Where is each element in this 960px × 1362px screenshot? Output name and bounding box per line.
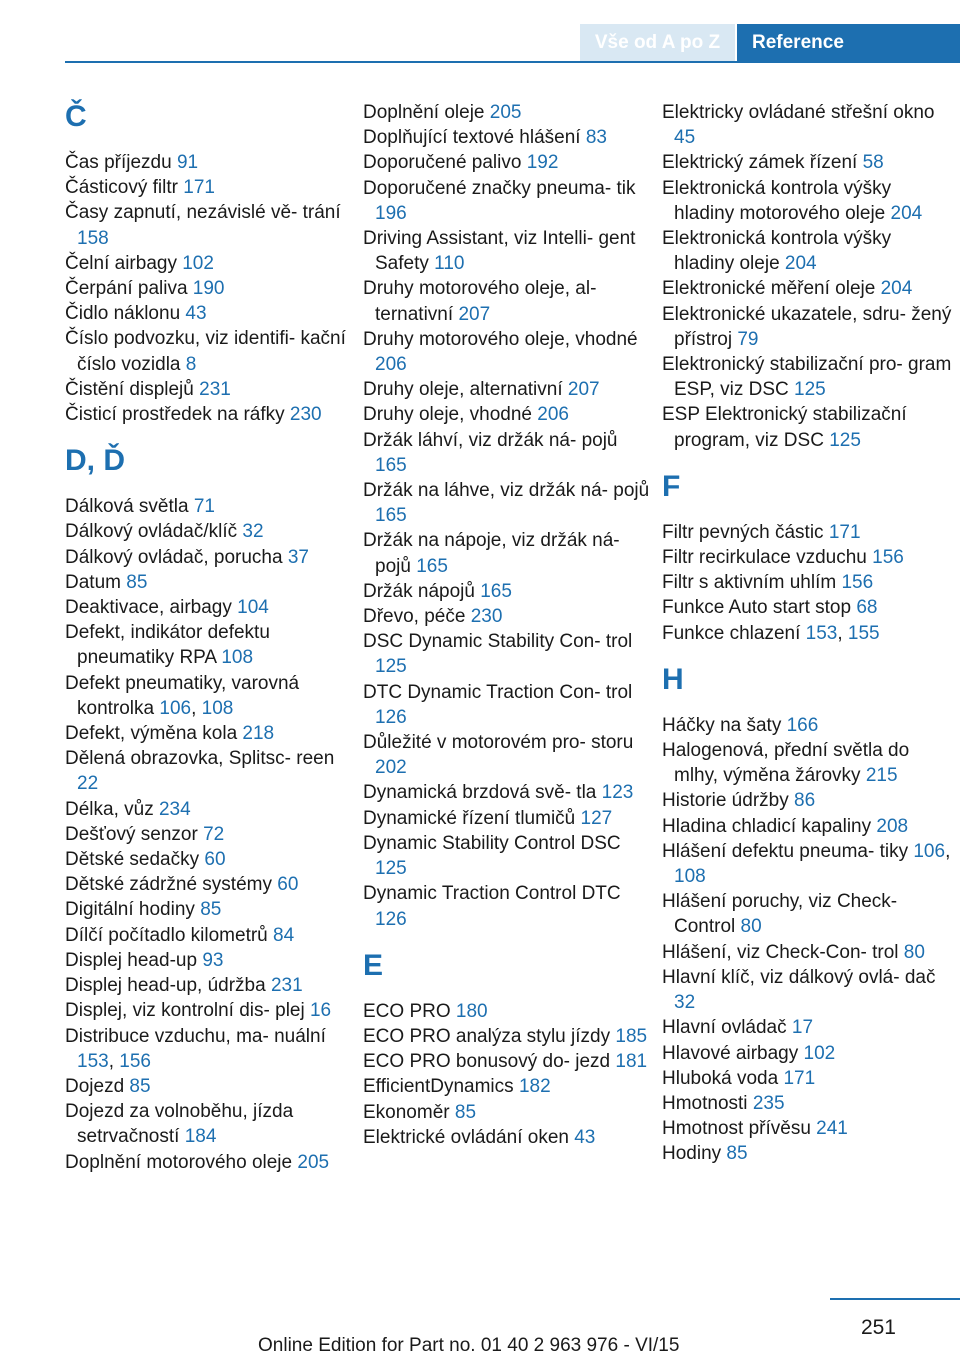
page-reference-link[interactable]: 125 xyxy=(375,858,407,880)
index-entry xyxy=(662,226,952,276)
page-reference-link[interactable]: 106 xyxy=(159,697,192,719)
page-header xyxy=(0,0,960,62)
index-entry xyxy=(65,1074,355,1099)
index-entry xyxy=(363,680,653,730)
index-entry xyxy=(363,604,653,629)
index-entry xyxy=(662,738,952,788)
index-entry-text: Držák na láhve, viz držák ná‐ pojů xyxy=(363,480,650,502)
page-reference-link[interactable]: 165 xyxy=(480,580,512,602)
index-entry-text: Defekt, výměna kola xyxy=(65,723,243,745)
page-reference-link[interactable]: 85 xyxy=(129,1075,151,1097)
page-reference-link[interactable]: 93 xyxy=(202,949,224,971)
index-entry-text: Elektronická kontrola výšky hladiny oleje xyxy=(662,228,892,275)
index-entry xyxy=(65,200,355,250)
chapter-tab[interactable]: Reference xyxy=(737,24,960,62)
page-reference-link[interactable]: 165 xyxy=(375,454,407,476)
index-entry xyxy=(662,276,952,301)
page-reference-link[interactable]: 32 xyxy=(242,521,264,543)
index-letter-heading: D, Ď xyxy=(65,444,125,478)
index-entry xyxy=(65,276,355,301)
index-entry xyxy=(363,478,653,528)
index-entry xyxy=(662,1091,952,1116)
index-letter-heading: Č xyxy=(65,100,87,133)
index-entry-text: Driving Assistant, viz Intelli‐ gent Safety xyxy=(363,228,636,275)
index-entry xyxy=(363,1024,653,1049)
page-reference-link[interactable]: 182 xyxy=(518,1076,551,1098)
index-entry xyxy=(662,1041,952,1066)
page-reference-link[interactable]: 32 xyxy=(674,992,696,1014)
index-entry xyxy=(65,948,355,973)
index-entry-text: Dětské zádržné systémy xyxy=(65,874,278,896)
page-reference-link[interactable]: 192 xyxy=(526,152,559,174)
index-entry xyxy=(363,881,653,931)
index-entry-text: Držák na nápoje, viz držák ná‐ pojů xyxy=(363,530,620,577)
page-reference-link[interactable]: 205 xyxy=(297,1151,330,1173)
page-reference-link[interactable]: 60 xyxy=(277,874,299,896)
page-reference-link[interactable]: 153 xyxy=(77,1050,109,1072)
index-entry-text: Displej, viz kontrolní dis‐ plej xyxy=(65,1000,310,1022)
index-entry xyxy=(662,570,952,595)
page-reference-link[interactable]: 208 xyxy=(876,815,909,837)
page-reference-link[interactable]: 108 xyxy=(674,866,706,888)
page-reference-link[interactable]: 171 xyxy=(828,521,861,543)
index-entry xyxy=(363,327,653,377)
page-reference-link[interactable]: 153 xyxy=(805,622,838,644)
page-reference-link[interactable]: 123 xyxy=(601,782,634,804)
index-entry-text: Hlášení defektu pneuma‐ tiky xyxy=(662,840,914,862)
page-reference-link[interactable]: 125 xyxy=(829,429,861,451)
index-entry xyxy=(363,1049,653,1074)
page-reference-link[interactable]: 158 xyxy=(77,227,109,249)
page-reference-link[interactable]: 104 xyxy=(237,597,269,619)
index-entry-text: Hladina chladicí kapaliny xyxy=(662,815,877,837)
index-entry-text: Displej head-up xyxy=(65,949,203,971)
index-entry xyxy=(363,579,653,604)
index-entry xyxy=(363,100,653,125)
page-reference-link[interactable]: 125 xyxy=(794,379,826,401)
index-entry xyxy=(363,402,653,427)
index-entry xyxy=(65,797,355,822)
page-reference-link[interactable]: 85 xyxy=(454,1101,477,1123)
index-entry-text: Hmotnosti xyxy=(662,1092,753,1114)
page-reference-link[interactable]: 85 xyxy=(126,571,148,593)
page-reference-link[interactable]: 171 xyxy=(783,1067,816,1089)
index-entry-text: Čelní airbagy xyxy=(65,252,183,274)
page-reference-link[interactable]: 102 xyxy=(182,252,214,274)
page-reference-link[interactable]: 37 xyxy=(287,546,309,568)
index-entry-text: ESP Elektronický stabilizační program, viz DSC xyxy=(662,404,907,451)
index-letter-heading: H xyxy=(662,662,684,696)
page-reference-link[interactable]: 127 xyxy=(580,807,613,829)
index-entry-text: Defekt, indikátor defektu pneumatiky RPA xyxy=(65,622,270,669)
page-reference-link[interactable]: 110 xyxy=(434,253,465,275)
page-reference-link[interactable]: 43 xyxy=(185,303,207,325)
index-entry xyxy=(65,545,355,570)
index-entry xyxy=(662,302,952,352)
page-reference-link[interactable]: 165 xyxy=(416,555,448,577)
footer-rule xyxy=(830,1298,960,1300)
index-entry xyxy=(65,872,355,897)
index-entry xyxy=(363,831,653,881)
page-reference-link[interactable]: 206 xyxy=(537,404,569,426)
index-entry: Funkce chlazení 153, 155 xyxy=(662,622,880,644)
index-entry-text: EfficientDynamics xyxy=(363,1076,519,1098)
page-reference-link[interactable]: 16 xyxy=(309,1000,332,1022)
header-rule xyxy=(65,61,960,63)
page-reference-link[interactable]: 235 xyxy=(752,1092,785,1114)
index-entry-text: Funkce Auto start stop xyxy=(662,597,857,619)
page-reference-link[interactable]: 204 xyxy=(784,253,817,275)
index-entry-text: Čerpání paliva xyxy=(65,278,193,300)
index-entry xyxy=(662,1066,952,1091)
index-entry xyxy=(662,1141,952,1166)
index-entry-text: DSC Dynamic Stability Con‐ trol xyxy=(363,631,633,653)
index-entry-text: Hodiny xyxy=(662,1143,727,1165)
index-entry-text: Elektrické ovládání oken xyxy=(363,1126,575,1148)
index-entry-text: Důležité v motorovém pro‐ storu xyxy=(363,732,634,754)
index-entry-text: Defekt pneumatiky, varovná kontrolka xyxy=(65,672,300,719)
index-entry xyxy=(662,150,952,175)
page-reference-link[interactable]: 83 xyxy=(585,127,607,149)
index-entry-text: Halogenová, přední světla do mlhy, výměna žárovky xyxy=(662,740,910,787)
index-entry-text: Čidlo náklonu xyxy=(65,303,186,325)
index-entry-text: Hluboká voda xyxy=(662,1067,784,1089)
index-entry xyxy=(662,1116,952,1141)
index-entry-text: Deaktivace, airbagy xyxy=(65,597,238,619)
index-entry-text: Čisticí prostředek na ráfky xyxy=(65,404,290,426)
index-entry-text: Háčky na šaty xyxy=(662,714,787,736)
index-entry-text: Dojezd za volnoběhu, jízda setrvačností xyxy=(65,1101,294,1148)
page-reference-link[interactable]: 204 xyxy=(890,202,923,224)
index-entry-text: ECO PRO bonusový do‐ jezd xyxy=(363,1051,616,1073)
index-entry xyxy=(662,100,952,150)
index-column-2 xyxy=(363,100,653,1150)
index-entry-text: Elektricky ovládané střešní okno xyxy=(662,102,935,123)
index-entry-text: ECO PRO analýza stylu jízdy xyxy=(363,1025,616,1047)
index-entry-text: Doplnění motorového oleje xyxy=(65,1151,298,1173)
index-entry-text: Datum xyxy=(65,571,127,593)
page-reference-link[interactable]: 185 xyxy=(615,1025,648,1047)
page-reference-link[interactable]: 196 xyxy=(375,202,407,224)
index-entry-text: Dynamické řízení tlumičů xyxy=(363,807,581,829)
page-reference-link[interactable]: 80 xyxy=(740,916,762,938)
page-reference-link[interactable]: 85 xyxy=(726,1143,748,1165)
index-entry-text: Ekonoměr xyxy=(363,1101,455,1123)
index-entry xyxy=(65,570,355,595)
page-reference-link[interactable]: 205 xyxy=(489,102,522,123)
page-reference-link[interactable]: 108 xyxy=(201,697,234,719)
index-entry xyxy=(363,1100,653,1125)
page-reference-link[interactable]: 72 xyxy=(203,823,225,845)
index-entry xyxy=(65,923,355,948)
index-entry-text: Distribuce vzduchu, ma‐ nuální xyxy=(65,1025,326,1047)
index-entry xyxy=(65,251,355,276)
index-entry-text: Hlášení poruchy, viz Check- Control xyxy=(662,891,898,938)
page-reference-link[interactable]: 166 xyxy=(786,714,819,736)
index-entry-text: Číslo podvozku, viz identifi‐ kační číslo vozidla xyxy=(65,328,346,375)
index-entry-text: Doporučené značky pneuma‐ tik xyxy=(363,177,636,199)
index-entry xyxy=(65,402,355,427)
index-entry xyxy=(65,494,355,519)
page-reference-link[interactable]: 215 xyxy=(865,765,898,787)
index-entry xyxy=(65,721,355,746)
section-tab[interactable]: Vše od A po Z xyxy=(580,24,735,62)
index-entry-text: Doporučené palivo xyxy=(363,152,527,174)
index-entry xyxy=(65,175,355,200)
page-reference-link[interactable]: 184 xyxy=(184,1126,217,1148)
index-entry xyxy=(65,973,355,998)
index-entry xyxy=(363,780,653,805)
page-reference-link[interactable]: 8 xyxy=(185,353,197,375)
index-entry xyxy=(662,940,952,965)
index-entry xyxy=(65,519,355,544)
index-entry: Hlášení defektu pneuma‐ tiky 106, 108 xyxy=(662,840,951,888)
index-entry-text: Hmotnost přívěsu xyxy=(662,1118,817,1140)
page-reference-link[interactable]: 108 xyxy=(221,647,254,669)
page-reference-link[interactable]: 156 xyxy=(872,547,904,569)
page-reference-link[interactable]: 126 xyxy=(375,908,407,930)
index-entry-text: Dílčí počítadlo kilometrů xyxy=(65,924,274,946)
page-reference-link[interactable]: 86 xyxy=(794,790,816,812)
index-entry-text: Dělená obrazovka, Splitsc‐ reen xyxy=(65,748,335,770)
index-entry xyxy=(662,402,952,452)
index-entry-text: Filtr pevných částic xyxy=(662,521,829,543)
index-entry xyxy=(65,620,355,670)
index-entry-text: Elektronické měření oleje xyxy=(662,278,881,300)
index-entry-text: Držák nápojů xyxy=(363,580,481,602)
index-entry xyxy=(363,276,653,326)
index-entry-text: Částicový filtr xyxy=(65,177,184,199)
index-column-3 xyxy=(662,100,952,1167)
index-entry-text: Hlavní ovládač xyxy=(662,1017,792,1039)
page-reference-link[interactable]: 234 xyxy=(158,798,191,820)
index-entry-text: Doplňující textové hlášení xyxy=(363,127,586,149)
page-reference-link[interactable]: 126 xyxy=(375,706,407,728)
index-entry xyxy=(662,814,952,839)
index-entry-text: Dynamická brzdová svě‐ tla xyxy=(363,782,602,804)
page-reference-link[interactable]: 231 xyxy=(199,378,231,400)
index-entry-text: Čas příjezdu xyxy=(65,152,177,173)
page-reference-link[interactable]: 218 xyxy=(242,723,275,745)
index-entry-text: Dynamic Traction Control DTC xyxy=(363,883,621,905)
index-entry-text: Displej head-up, údržba xyxy=(65,975,271,997)
index-entry-text: Filtr s aktivním uhlím xyxy=(662,572,842,594)
index-entry-text: Dřevo, péče xyxy=(363,606,471,628)
index-entry-text: Elektronické ukazatele, sdru‐ žený přístroj xyxy=(662,303,952,350)
index-entry xyxy=(662,595,952,620)
index-entry-text: DTC Dynamic Traction Con‐ trol xyxy=(363,681,633,703)
index-column-1 xyxy=(65,100,355,1175)
index-entry xyxy=(363,999,653,1024)
page-reference-link[interactable]: 231 xyxy=(270,975,303,997)
index-entry xyxy=(363,150,653,175)
page-reference-link[interactable]: 17 xyxy=(791,1017,814,1039)
index-entry xyxy=(65,897,355,922)
page-reference-link[interactable]: 125 xyxy=(375,656,407,678)
index-entry xyxy=(363,1125,653,1150)
index-entry xyxy=(363,428,653,478)
index-entry xyxy=(65,998,355,1023)
index-entry-text: Dálkový ovládač, porucha xyxy=(65,546,288,568)
index-entry xyxy=(662,889,952,939)
index-entry-text: Doplnění oleje xyxy=(363,102,490,123)
index-entry xyxy=(662,545,952,570)
page-reference-link[interactable]: 190 xyxy=(192,278,225,300)
index-entry-text: Dešťový senzor xyxy=(65,823,204,845)
page-reference-link[interactable]: 71 xyxy=(193,496,215,518)
index-entry xyxy=(662,713,952,738)
index-entry-text: Hlavní klíč, viz dálkový ovlá‐ dač xyxy=(662,966,936,988)
index-entry xyxy=(363,377,653,402)
index-entry-text: Historie údržby xyxy=(662,790,794,812)
page-reference-link[interactable]: 80 xyxy=(903,941,925,963)
page-reference-link[interactable]: 22 xyxy=(77,773,99,795)
page-reference-link[interactable]: 45 xyxy=(674,127,696,149)
page-reference-link[interactable]: 241 xyxy=(816,1118,848,1140)
page-reference-link[interactable]: 207 xyxy=(458,303,491,325)
page-reference-link[interactable]: 181 xyxy=(615,1051,648,1073)
page-reference-link[interactable]: 85 xyxy=(200,899,222,921)
index-entry-text: Hlášení, viz Check-Con‐ trol xyxy=(662,941,904,963)
edition-note: Online Edition for Part no. 01 40 2 963 976 - VI/15 xyxy=(258,1335,680,1356)
index-entry-text: Čistění displejů xyxy=(65,378,200,400)
page-reference-link[interactable]: 102 xyxy=(803,1042,836,1064)
page-reference-link[interactable]: 155 xyxy=(847,622,880,644)
index-entry xyxy=(363,125,653,150)
index-entry-text: Filtr recirkulace vzduchu xyxy=(662,547,873,569)
index-entry-text: Dynamic Stability Control DSC xyxy=(363,832,621,854)
index-entry xyxy=(662,965,952,1015)
index-entry xyxy=(662,520,952,545)
page-reference-link[interactable]: 58 xyxy=(862,152,884,174)
page-reference-link[interactable]: 230 xyxy=(289,404,322,426)
page-reference-link[interactable]: 79 xyxy=(737,328,759,350)
index-entry-text: Délka, vůz xyxy=(65,798,159,820)
index-letter-heading: E xyxy=(363,948,384,982)
page-reference-link[interactable]: 84 xyxy=(273,924,295,946)
index-entry xyxy=(363,176,653,226)
index-entry xyxy=(662,176,952,226)
index-entry-text: Hlavové airbagy xyxy=(662,1042,804,1064)
index-entry xyxy=(363,1074,653,1099)
index-entry xyxy=(65,150,355,175)
page-number: 251 xyxy=(860,1316,896,1339)
index-entry-text: ECO PRO xyxy=(363,1000,456,1022)
page-reference-link[interactable]: 165 xyxy=(375,505,407,527)
page-reference-link[interactable]: 202 xyxy=(375,757,407,779)
index-entry-text: Druhy oleje, alternativní xyxy=(363,379,568,401)
page-reference-link[interactable]: 230 xyxy=(470,606,503,628)
index-entry xyxy=(65,822,355,847)
index-entry xyxy=(65,1150,355,1175)
index-entry-text: Elektrický zámek řízení xyxy=(662,152,863,174)
index-entry xyxy=(363,629,653,679)
page-reference-link[interactable]: 106 xyxy=(913,840,946,862)
page-reference-link[interactable]: 156 xyxy=(841,572,874,594)
index-entry xyxy=(363,226,653,276)
index-entry xyxy=(662,352,952,402)
index-entry: Distribuce vzduchu, ma‐ nuální 153, 156 xyxy=(65,1025,326,1072)
page-reference-link[interactable]: 91 xyxy=(176,152,199,173)
index-entry-text: Druhy motorového oleje, al‐ ternativní xyxy=(363,278,597,325)
page-reference-link[interactable]: 204 xyxy=(880,278,913,300)
index-entry xyxy=(662,788,952,813)
page-reference-link[interactable]: 171 xyxy=(183,177,215,199)
index-entry xyxy=(363,806,653,831)
page-reference-link[interactable]: 180 xyxy=(455,1000,488,1022)
index-entry-text: Dálkový ovládač/klíč xyxy=(65,521,243,543)
index-letter-heading: F xyxy=(662,469,681,503)
index-entry-text: Funkce chlazení xyxy=(662,622,806,644)
index-entry xyxy=(65,377,355,402)
index-entry-text: Druhy motorového oleje, vhodné xyxy=(363,328,638,350)
index-entry xyxy=(65,326,355,376)
index-entry xyxy=(65,301,355,326)
index-entry-text: Držák láhví, viz držák ná‐ pojů xyxy=(363,429,618,451)
index-entry-text: Dětské sedačky xyxy=(65,849,205,871)
index-entry xyxy=(65,847,355,872)
page-reference-link[interactable]: 60 xyxy=(204,849,226,871)
index-entry xyxy=(65,1099,355,1149)
index-entry xyxy=(662,1015,952,1040)
index-entry xyxy=(65,595,355,620)
index-entry xyxy=(363,730,653,780)
index-entry-text: Elektronický stabilizační pro‐ gram ESP, viz DSC xyxy=(662,354,952,401)
index-entry xyxy=(363,528,653,578)
index-entry-text: Elektronická kontrola výšky hladiny motorového oleje xyxy=(662,177,892,224)
index-entry-text: Časy zapnutí, nezávislé vě‐ trání xyxy=(65,202,341,224)
page-reference-link[interactable]: 206 xyxy=(375,354,407,376)
page-reference-link[interactable]: 68 xyxy=(856,597,878,619)
page-reference-link[interactable]: 207 xyxy=(567,379,600,401)
index-entry xyxy=(65,746,355,796)
index-entry-text: Druhy oleje, vhodné xyxy=(363,404,538,426)
index-entry: Defekt pneumatiky, varovná kontrolka 106, 108 xyxy=(65,672,300,719)
page-reference-link[interactable]: 43 xyxy=(574,1126,596,1148)
index-entry-text: Dálková světla xyxy=(65,496,194,518)
page-reference-link[interactable]: 156 xyxy=(119,1050,151,1072)
index-entry-text: Dojezd xyxy=(65,1075,130,1097)
index-entry-text: Digitální hodiny xyxy=(65,899,201,921)
